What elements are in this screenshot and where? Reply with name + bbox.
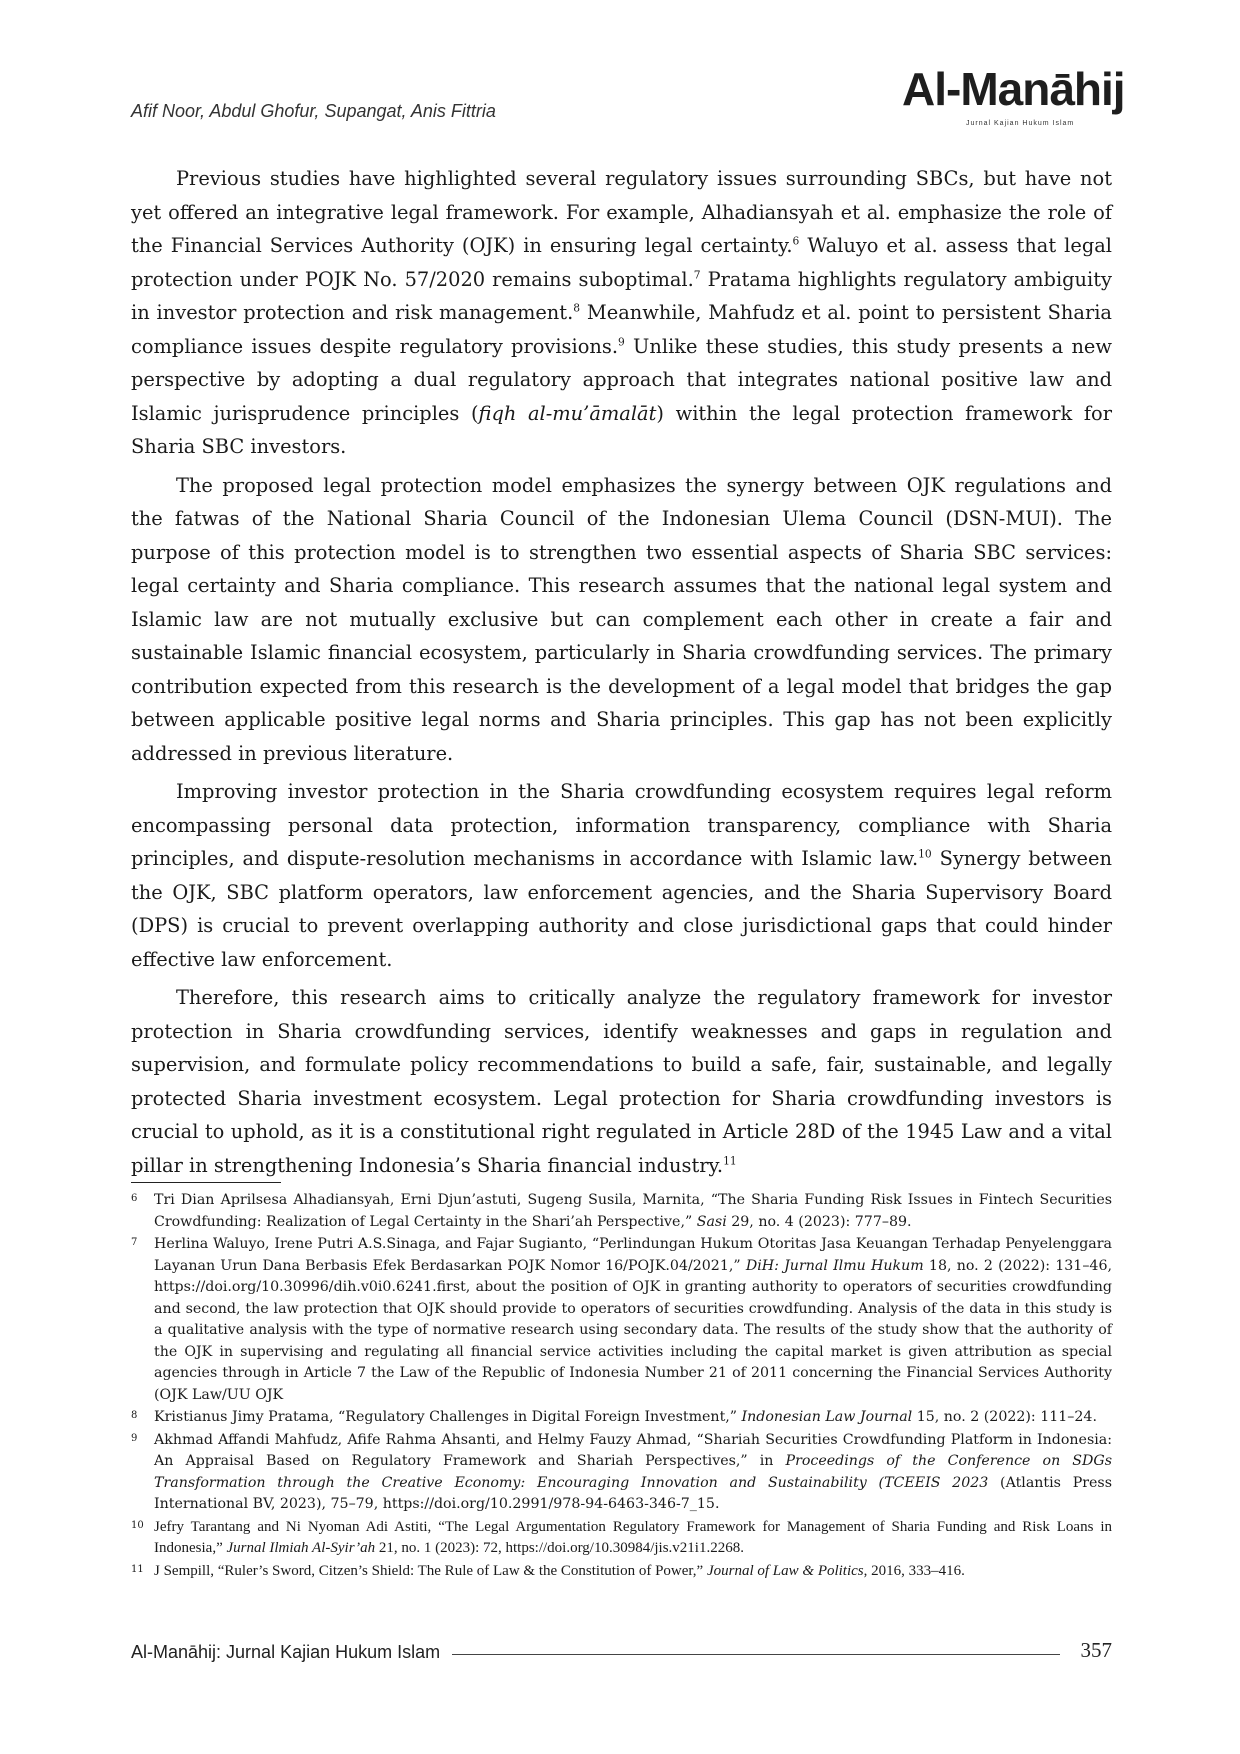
- running-footer-journal: Al-Manāhij: Jurnal Kajian Hukum Islam: [131, 1642, 441, 1662]
- footnote-8: [131, 1407, 1112, 1429]
- paragraph-2: The proposed legal protection model emphasizes the synergy between OJK regulations and the fatwas of the National Sharia Council of the Indonesian Ulema Council (DSN-MUI). The purpose of this protection model is to strengthen two essential aspects of Sharia SBC services: legal certainty and Sharia compliance. This research assumes that the national legal system and Islamic law are not mutually exclusive but can complement each other in create a fair and sustainable Islamic financial ecosystem, particularly in Sharia crowdfunding services. The primary contribution expected from this research is the development of a legal model that bridges the gap between applicable positive legal norms and Sharia principles. This gap has not been explicitly addressed in previous literature.: [131, 473, 1112, 765]
- footnote-ref[interactable]: 11: [723, 1154, 737, 1168]
- footnote-11: [131, 1561, 1112, 1583]
- paragraph-1: Previous studies have highlighted several regulatory issues surrounding SBCs, but have not yet offered an integrative legal framework. For example, Alhadiansyah et al. emphasize the role of the Financial Services Authority (OJK) in ensuring legal certainty.$^6$ Waluyo et al. assess that legal protection under POJK No. 57/2020 remains suboptimal.$^7$ Pratama highlights regulatory ambiguity in investor protection and risk management.$^8$ Meanwhile, Mahfudz et al. point to persistent Sharia compliance issues despite regulatory provisions.$^9$ Unlike these studies, this study presents a new perspective by adopting a dual regulatory approach that integrates national positive law and Islamic jurisprudence principles (fiqh al-mu’āmalāt) within the legal protection framework for Sharia SBC investors.: [131, 167, 1113, 458]
- footnote-9: [131, 1430, 1112, 1516]
- footnote-number: 11: [131, 1563, 144, 1575]
- footnote-text: Herlina Waluyo, Irene Putri A.S.Sinaga, and Fajar Sugianto, “Perlindungan Hukum Otoritas Jasa Keuangan Terhadap Penyelenggara Layanan Urun Dana Berbasis Efek Berdasarkan POJK Nomor 16/POJK.04/2021,” DiH: Jurnal Ilmu Hukum 18, no. 2 (2022): 131–46, https://doi.org/10.30996/dih.v0i0.6241.first, about the position of OJK in granting authority to operators of securities crowdfunding and second, the law protection that OJK should provide to operators of securities crowdfunding. Analysis of the data in this study is a qualitative analysis with the type of normative research using secondary data. The results of the study show that the authority of the OJK in supervising and regulating all financial service activities including the capital market is given attribution as special agencies through in Article 7 the Law of the Republic of Indonesia Number 21 of 2011 concerning the Financial Services Authority (OJK Law/UU OJK: [154, 1236, 1112, 1403]
- footnote-number: 10: [131, 1519, 144, 1531]
- journal-logo: [902, 62, 1125, 132]
- footnote-text: Tri Dian Aprilsesa Alhadiansyah, Erni Djun’astuti, Sugeng Susila, Marnita, “The Sharia Funding Risk Issues in Fintech Securities Crowdfunding: Realization of Legal Certainty in the Shari’ah Perspective,” Sasi 29, no. 4 (2023): 777–89.: [154, 1192, 1112, 1230]
- logo-subtitle: Jurnal Kajian Hukum Islam: [966, 120, 1075, 127]
- paragraph-3: Improving investor protection in the Sharia crowdfunding ecosystem requires legal reform encompassing personal data protection, information transparency, compliance with Sharia principles, and dispute-resolution mechanisms in accordance with Islamic law.$^{10}$ Synergy between the OJK, SBC platform operators, law enforcement agencies, and the Sharia Supervisory Board (DPS) is crucial to prevent overlapping authority and close jurisdictional gaps that could hinder effective law enforcement.: [131, 780, 1112, 971]
- footnote-ref[interactable]: 8: [573, 301, 581, 315]
- footnote-number: 9: [131, 1432, 138, 1444]
- footnote-divider: [131, 1182, 281, 1183]
- footnotes: [131, 1190, 1112, 1583]
- footnote-10: [131, 1517, 1112, 1560]
- footnote-text: Akhmad Affandi Mahfudz, Afife Rahma Ahsanti, and Helmy Fauzy Ahmad, “Shariah Securities Crowdfunding Platform in Indonesia: An Appraisal Based on Regulatory Framework and Shariah Perspectives,” in Proceedings of the Conference on SDGs Transformation through the Creative Economy: Encouraging Innovation and Sustainability (TCEEIS 2023 (Atlantis Press International BV, 2023), 75–79, https://doi.org/10.2991/978-94-6463-346-7_15.: [154, 1431, 1113, 1512]
- footnote-ref[interactable]: 9: [618, 335, 625, 349]
- footer-divider: [452, 1654, 1060, 1655]
- page-number: 357: [1080, 1638, 1112, 1662]
- footnote-number: 8: [131, 1410, 138, 1421]
- footnote-ref[interactable]: 7: [693, 268, 701, 282]
- footnote-text: Jefry Tarantang and Ni Nyoman Adi Astiti, “The Legal Argumentation Regulatory Framework for Management of Sharia Funding and Risk Loans in Indonesia,” Jurnal Ilmiah Al-Syir’ah 21, no. 1 (2023): 72, https://doi.org/10.30984/jis.v21i1.2268.: [154, 1518, 1112, 1556]
- footnote-7: [131, 1234, 1112, 1406]
- footnote-text: J Sempill, “Ruler’s Sword, Citzen’s Shield: The Rule of Law & the Constitution of Power,” Journal of Law & Politics, 2016, 333–416.: [154, 1562, 965, 1579]
- logo-wordmark: Al-Manāhij: [902, 63, 1125, 115]
- running-header-authors: Afif Noor, Abdul Ghofur, Supangat, Anis Fittria: [131, 101, 496, 121]
- footnote-text: Kristianus Jimy Pratama, “Regulatory Challenges in Digital Foreign Investment,” Indonesian Law Journal 15, no. 2 (2022): 111–24.: [154, 1409, 1097, 1425]
- paragraph-4: Therefore, this research aims to critically analyze the regulatory framework for investor protection in Sharia crowdfunding services, identify weaknesses and gaps in regulation and supervision, and formulate policy recommendations to build a safe, fair, sustainable, and legally protected Sharia investment ecosystem. Legal protection for Sharia crowdfunding investors is crucial to uphold, as it is a constitutional right regulated in Article 28D of the 1945 Law and a vital pillar in strengthening Indonesia’s Sharia financial industry.$^{11}$: [131, 986, 1112, 1177]
- main-body: [131, 162, 1112, 1187]
- footnote-ref[interactable]: 6: [792, 234, 800, 248]
- footnote-6: [131, 1190, 1112, 1233]
- footnote-number: 6: [131, 1193, 138, 1204]
- footnote-ref[interactable]: 10: [918, 847, 932, 861]
- footnote-number: 7: [131, 1237, 138, 1248]
